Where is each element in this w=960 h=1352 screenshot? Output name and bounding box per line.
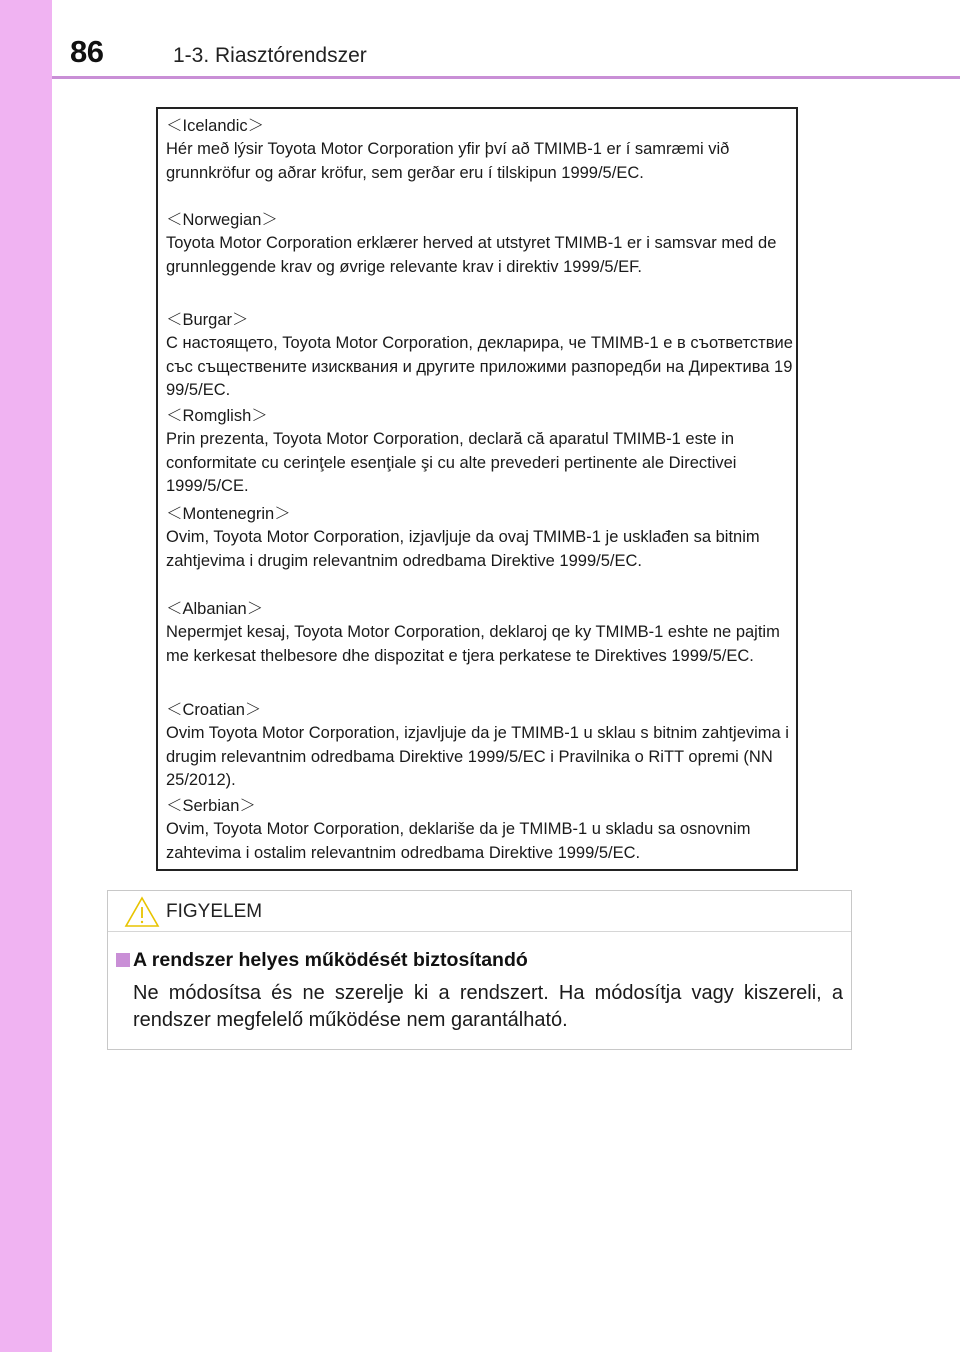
declaration-title: ＜Albanian＞ bbox=[166, 600, 264, 618]
declaration-title: ＜Norwegian＞ bbox=[166, 211, 278, 229]
warning-box bbox=[107, 890, 852, 1050]
declaration-text: Prin prezenta, Toyota Motor Corporation, declară că aparatul TMIMB-1 este in conformitate cu cerinţele esenţiale şi cu alte prevederi pertinente ale Directivei 1999/5/CE. bbox=[166, 430, 737, 495]
warning-header bbox=[108, 891, 851, 932]
declaration-title: ＜Montenegrin＞ bbox=[166, 505, 291, 523]
declaration-romglish bbox=[166, 405, 794, 498]
declaration-serbian bbox=[166, 795, 794, 865]
declaration-text: Hér með lýsir Toyota Motor Corporation yfir því að TMIMB-1 er í samræmi við grunnkröfur og aðrar kröfur, sem gerðar eru í tilskipun 1999/5/EC. bbox=[166, 140, 730, 182]
declaration-box bbox=[156, 107, 798, 871]
declaration-text: С настоящето, Toyota Motor Corporation, декларира, че TMIMB-1 е в съответствие със съществените изисквания и другите приложими разпоредби на Директива 1999/5/ЕС. bbox=[166, 334, 793, 399]
declaration-title: ＜Romglish＞ bbox=[166, 407, 268, 425]
declaration-title: ＜Burgar＞ bbox=[166, 311, 249, 329]
declaration-title: ＜Croatian＞ bbox=[166, 701, 262, 719]
declaration-text: Nepermjet kesaj, Toyota Motor Corporation, deklaroj qe ky TMIMB-1 eshte ne pajtim me kerkesat thelbesore dhe dispozitat e tjera perkatese te Direktives 1999/5/EC. bbox=[166, 623, 780, 665]
warning-subtitle: A rendszer helyes működését biztosítandó bbox=[133, 949, 528, 971]
declaration-icelandic bbox=[166, 115, 794, 185]
declaration-montenegrin bbox=[166, 503, 794, 573]
page-number: 86 bbox=[70, 34, 104, 69]
declaration-albanian bbox=[166, 598, 794, 668]
warning-triangle-icon bbox=[124, 895, 160, 929]
declaration-text: Ovim, Toyota Motor Corporation, izjavljuje da ovaj TMIMB-1 je usklađen sa bitnim zahtjevima i drugim relevantnim odredbama Direktive 1999/5/EC. bbox=[166, 528, 760, 570]
header-divider bbox=[52, 76, 960, 79]
declaration-text: Ovim Toyota Motor Corporation, izjavljuje da je TMIMB-1 u sklau s bitnim zahtjevima i drugim relevantnim odredbama Direktive 1999/5/EC i Pravilnika o RiTT opremi (NN 25/2012). bbox=[166, 724, 789, 789]
declaration-title: ＜Icelandic＞ bbox=[166, 117, 265, 135]
warning-title: FIGYELEM bbox=[166, 901, 263, 922]
side-color-band bbox=[0, 0, 52, 1352]
bullet-square-icon bbox=[116, 953, 130, 967]
declaration-burgar bbox=[166, 309, 794, 402]
declaration-title: ＜Serbian＞ bbox=[166, 797, 256, 815]
declaration-croatian bbox=[166, 699, 794, 792]
warning-body: Ne módosítsa és ne szerelje ki a rendszert. Ha módosítja vagy kiszereli, a rendszer megfelelő működése nem garantálható. bbox=[133, 982, 843, 1031]
declaration-text: Toyota Motor Corporation erklærer herved at utstyret TMIMB-1 er i samsvar med de grunnleggende krav og øvrige relevante krav i direktiv 1999/5/EF. bbox=[166, 234, 777, 276]
section-title: 1-3. Riasztórendszer bbox=[173, 44, 367, 67]
declaration-text: Ovim, Toyota Motor Corporation, deklariše da je TMIMB-1 u skladu sa osnovnim zahtevima i ostalim relevantnim odredbama Direktive 1999/5/EC. bbox=[166, 820, 751, 862]
declaration-norwegian bbox=[166, 209, 794, 279]
